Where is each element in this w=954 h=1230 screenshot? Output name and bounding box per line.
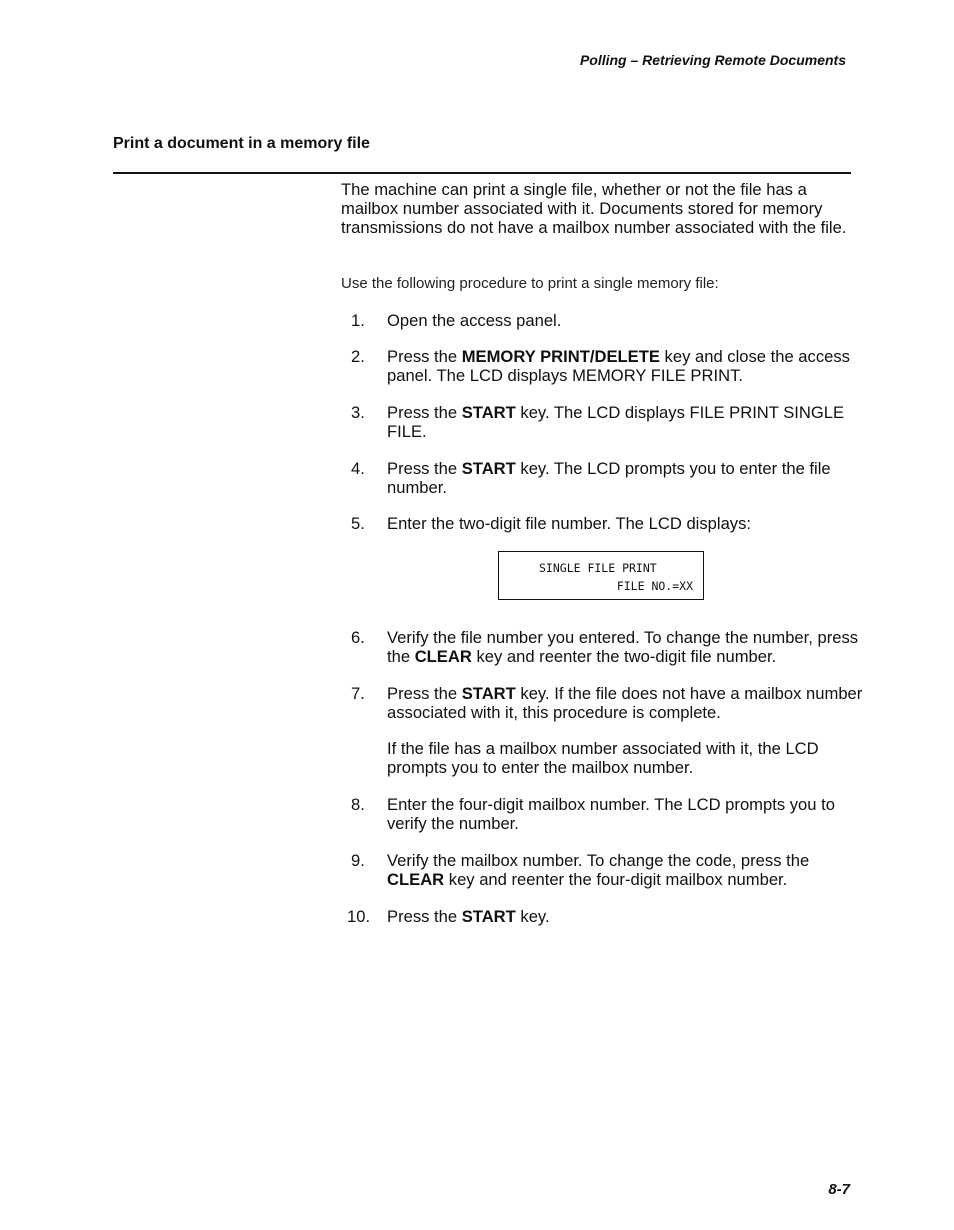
step-text: Open the access panel. xyxy=(387,311,562,330)
step-text: Verify the file number you entered. To change the number, press the CLEAR key and reenter the two-digit file number. xyxy=(387,628,859,666)
step-text: Press the START key. The LCD displays FILE PRINT SINGLE FILE. xyxy=(387,403,845,441)
step-text: Press the START key. xyxy=(387,907,550,926)
procedure-lead: Use the following procedure to print a single memory file: xyxy=(341,275,719,292)
step-number: 3. xyxy=(351,403,365,422)
lcd-display xyxy=(498,551,704,600)
step-text: Enter the two-digit file number. The LCD displays: xyxy=(387,514,752,533)
step-number: 5. xyxy=(351,514,365,533)
key-name: START xyxy=(461,403,516,422)
section-divider xyxy=(113,172,851,174)
step-text: Press the START key. The LCD prompts you to enter the file number. xyxy=(387,459,831,497)
step-number: 4. xyxy=(351,459,365,478)
step-number: 7. xyxy=(351,684,365,703)
key-name: CLEAR xyxy=(387,870,445,889)
step-text: Press the START key. If the file does not have a mailbox number associated with it, this procedure is complete. xyxy=(387,684,863,722)
section-title: Print a document in a memory file xyxy=(113,135,370,152)
step-number: 8. xyxy=(351,795,365,814)
running-header: Polling – Retrieving Remote Documents xyxy=(579,52,846,68)
key-name: START xyxy=(461,907,516,926)
step-number: 10. xyxy=(347,907,371,926)
page-number: 8-7 xyxy=(828,1181,850,1198)
step-number: 6. xyxy=(351,628,365,647)
intro-paragraph: The machine can print a single file, whether or not the file has a mailbox number associated with it. Documents stored for memory transmissions do not have a mailbox number associated with the file. xyxy=(341,180,847,237)
key-name: START xyxy=(461,459,516,478)
step-number: 9. xyxy=(351,851,365,870)
step-number: 2. xyxy=(351,347,365,366)
key-name: START xyxy=(461,684,516,703)
lcd-line-1: SINGLE FILE PRINT xyxy=(539,561,657,575)
key-name: MEMORY PRINT/DELETE xyxy=(461,347,660,366)
step-text: Enter the four-digit mailbox number. The LCD prompts you to verify the number. xyxy=(387,795,835,833)
step-text: If the file has a mailbox number associated with it, the LCD prompts you to enter the mailbox number. xyxy=(387,739,819,777)
key-name: CLEAR xyxy=(414,647,472,666)
lcd-line-2: FILE NO.=XX xyxy=(616,579,693,593)
step-text: Verify the mailbox number. To change the code, press the CLEAR key and reenter the four-digit mailbox number. xyxy=(387,851,810,889)
step-number: 1. xyxy=(351,311,365,330)
step-text: Press the MEMORY PRINT/DELETE key and close the access panel. The LCD displays MEMORY FILE PRINT. xyxy=(387,347,850,385)
